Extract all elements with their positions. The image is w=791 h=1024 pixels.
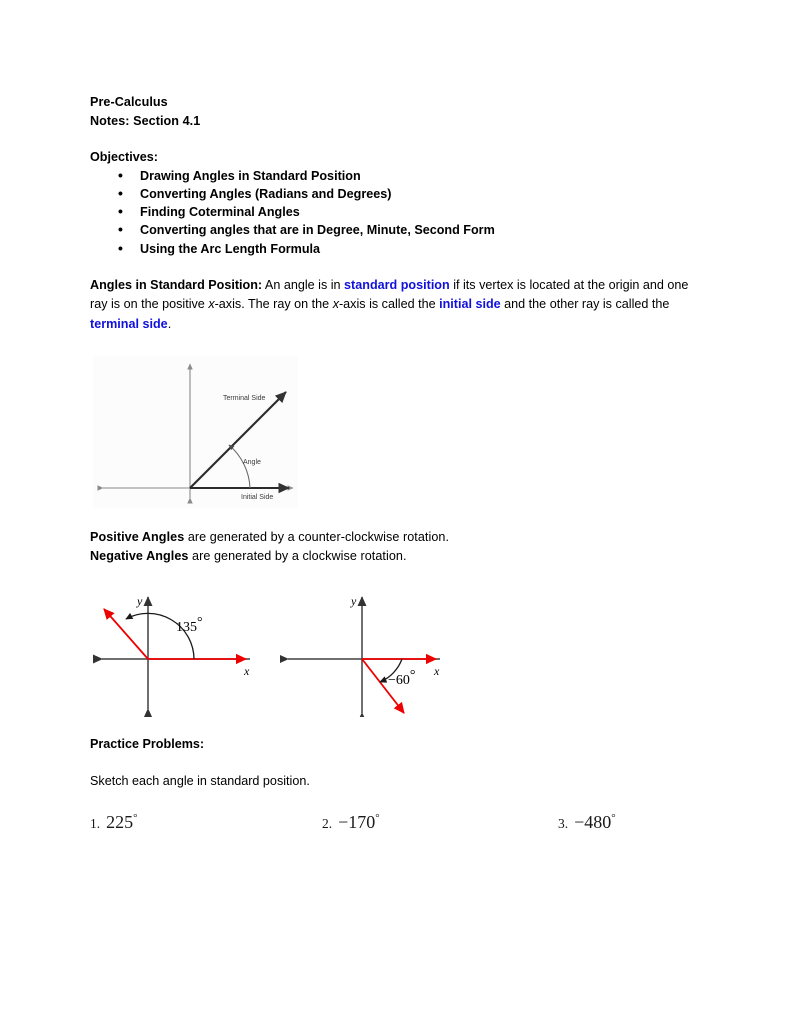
bullet-icon: • (118, 239, 123, 256)
degree-symbol: ° (375, 812, 380, 825)
spacer (90, 130, 710, 148)
problem-number: 1. (90, 816, 101, 832)
objective-item (90, 203, 710, 221)
practice-instruction: Sketch each angle in standard position. (90, 773, 310, 788)
bullet-icon: • (118, 203, 123, 220)
objective-label: Using the Arc Length Formula (140, 241, 321, 256)
practice-problem-row (90, 812, 710, 842)
sp-text-2: if its vertex is located at the origin and one ray is on the positive (90, 277, 689, 312)
standard-position-heading: Angles in Standard Position: (90, 277, 263, 292)
angle-value-label (388, 668, 416, 688)
objective-label: Finding Coterminal Angles (140, 205, 300, 220)
objective-item (90, 240, 710, 258)
problem-value: −480 (574, 812, 612, 833)
standard-position-diagram (93, 356, 298, 508)
angle-value-label (176, 615, 203, 635)
y-axis-label: y (137, 594, 143, 609)
standard-position-paragraph (90, 276, 708, 334)
objective-item (90, 185, 710, 203)
practice-problem-2 (322, 812, 380, 833)
angle-figures-row (90, 587, 710, 717)
practice-problem-3 (558, 812, 616, 833)
terminal-side-ray (104, 609, 148, 659)
angle-label: Angle (243, 459, 261, 467)
degree-symbol: ° (197, 615, 203, 631)
negative-angles-term: Negative Angles (90, 548, 189, 563)
angle-value: 135 (176, 620, 197, 636)
bullet-icon: • (118, 166, 123, 183)
angle-negative-60-diagram (280, 587, 465, 722)
term-standard-position: standard position (344, 277, 450, 292)
positive-angles-term: Positive Angles (90, 530, 185, 545)
problem-value: 225 (106, 812, 134, 833)
axes (102, 597, 250, 709)
sp-text-5: and the other ray is called the (500, 297, 670, 312)
practice-problems-heading: Practice Problems: (90, 737, 205, 752)
problem-number: 2. (322, 816, 333, 832)
x-axis-label: x (244, 664, 250, 679)
notes-section: Notes: Section 4.1 (90, 113, 201, 128)
practice-problem-1 (90, 812, 138, 833)
problem-number: 3. (558, 816, 569, 832)
x-axis-label: x (434, 664, 440, 679)
objective-label: Drawing Angles in Standard Position (140, 168, 361, 183)
bullet-icon: • (118, 221, 123, 238)
positive-angles-text: are generated by a counter-clockwise rotation. (184, 530, 450, 545)
axes (288, 597, 440, 713)
negative-angles-text: are generated by a clockwise rotation. (188, 548, 407, 563)
sp-text-4: -axis is called the (338, 297, 440, 312)
degree-symbol: ° (409, 668, 416, 684)
objectives-list (90, 167, 710, 258)
initial-side-label: Initial Side (241, 494, 274, 502)
negative-angles-note (90, 547, 710, 566)
italic-x: x (332, 297, 339, 312)
problem-value: −170 (338, 812, 376, 833)
objective-item (90, 167, 710, 185)
term-terminal-side: terminal side (90, 316, 168, 331)
terminal-side-label: Terminal Side (223, 395, 266, 403)
angle-135-diagram (90, 587, 275, 722)
y-axis-label: y (351, 594, 357, 609)
positive-angles-note (90, 528, 710, 547)
course-title: Pre-Calculus (90, 95, 168, 109)
sp-text-6: . (167, 316, 172, 331)
spacer (90, 565, 710, 587)
document-content (90, 93, 710, 842)
spacer (90, 790, 710, 812)
objective-label: Converting angles that are in Degree, Minute, Second Form (140, 223, 495, 238)
spacer (90, 258, 710, 276)
sp-text-3: -axis. The ray on the (214, 297, 333, 312)
spacer (90, 334, 710, 356)
angle-value: −60 (388, 673, 410, 689)
term-initial-side: initial side (439, 297, 501, 312)
objective-label: Converting Angles (Radians and Degrees) (140, 186, 392, 201)
degree-symbol: ° (133, 812, 138, 825)
italic-x: x (208, 297, 215, 312)
spacer (90, 754, 710, 772)
spacer (90, 508, 710, 528)
objective-item (90, 221, 710, 239)
objectives-label: Objectives: (90, 150, 158, 164)
degree-symbol: ° (611, 812, 616, 825)
document-header (90, 93, 710, 130)
bullet-icon: • (118, 184, 123, 201)
sp-text-1: An angle is in (262, 277, 345, 292)
